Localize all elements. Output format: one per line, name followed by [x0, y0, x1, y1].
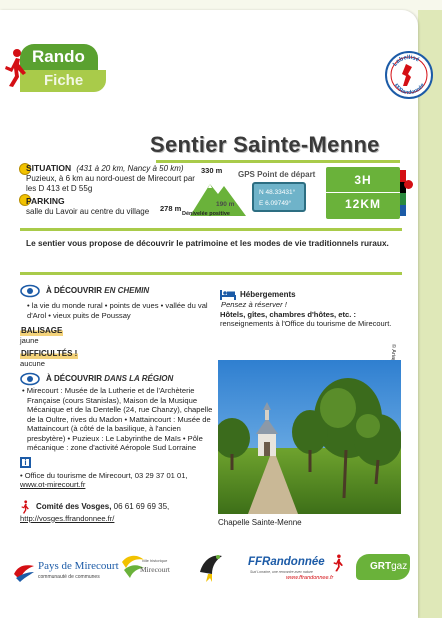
chemin-heading	[20, 284, 216, 298]
hiker-icon	[20, 500, 30, 514]
comite-heading	[20, 500, 216, 514]
hebergement-heading	[220, 289, 408, 300]
elevation-max: 330 m	[201, 166, 223, 175]
chemin-label-em: EN CHEMIN	[104, 286, 150, 296]
partner-logos	[0, 540, 420, 600]
hiker-icon	[332, 554, 344, 572]
bird-logo-icon	[196, 548, 226, 584]
grtgaz-text-b: gaz	[391, 561, 408, 572]
gps-longitude: E 6.09749°	[259, 200, 292, 207]
grtgaz-text: GRT	[370, 561, 392, 572]
parking-block	[26, 196, 176, 217]
elevation-gain: 190 m	[216, 201, 235, 208]
pays-mirecourt-emblem-icon	[12, 560, 36, 582]
ffrandonnee-logo	[248, 552, 344, 588]
brand-word-rando: Rando	[32, 47, 85, 66]
hebergement-text: renseignements à l'Office du tourisme de Mirecourt.	[220, 319, 392, 328]
ffrandonnee-url[interactable]: www.ffrandonnee.fr	[286, 575, 334, 581]
difficultes-text: aucune	[20, 358, 45, 368]
region-heading	[20, 372, 216, 386]
situation-detail: (431 à 20 km, Nancy à 50 km)	[76, 164, 184, 173]
badge-bottom-text: FFRandonnée	[392, 82, 427, 97]
difficulty-marker-icon	[404, 180, 413, 189]
tourisme-link[interactable]: www.ot-mirecourt.fr	[20, 480, 86, 489]
page-edge	[418, 10, 442, 618]
comite-link[interactable]: http://vosges.ffrandonnee.fr/	[20, 513, 115, 523]
situation-label: SITUATION	[26, 163, 72, 173]
left-column	[20, 284, 216, 523]
region-label-em: DANS LA RÉGION	[104, 374, 174, 384]
duration-separator	[326, 192, 400, 193]
hebergement-block	[220, 289, 408, 329]
ffrandonnee-tag: Sud Lorraine, une rencontre avec nature	[250, 570, 313, 574]
duration-time: 3H	[354, 173, 372, 187]
divider-top	[20, 228, 402, 231]
comite-label: Comité des Vosges,	[36, 501, 112, 511]
ffrandonnee-text: FFRandonnée	[248, 556, 325, 568]
photo-caption: Chapelle Sainte-Menne	[218, 518, 302, 527]
gps-title: GPS Point de départ	[238, 170, 316, 179]
chapel-photo	[218, 360, 401, 514]
info-text: • Office du tourisme de Mirecourt, 03 29 37 01 01,	[20, 470, 188, 480]
hebergement-subtitle: Pensez à réserver !	[221, 300, 287, 309]
page-title: Sentier Sainte-Menne	[150, 132, 380, 157]
mirecourt-text: Mirecourt	[140, 565, 170, 574]
eye-icon	[20, 372, 40, 386]
pays-mirecourt-logo	[12, 558, 118, 584]
divider-bottom	[20, 272, 402, 275]
info-icon: i	[20, 457, 31, 468]
intro-text: Le sentier vous propose de découvrir le patrimoine et les modes de vie traditionnels ruraux.	[26, 238, 389, 248]
situation-text: Puzieux, à 6 km au nord-ouest de Mirecourt par les D 413 et D 55g	[26, 174, 195, 193]
comite-phone: 06 61 69 69 35,	[113, 501, 170, 511]
gps-display	[252, 182, 306, 212]
difficultes-label: DIFFICULTÉS !	[21, 349, 78, 358]
gps-latitude: N 48.33431°	[259, 189, 296, 196]
pays-mirecourt-sub: communauté de communes	[38, 574, 100, 580]
difficulty-level-4	[400, 205, 406, 217]
grtgaz-logo	[356, 554, 410, 580]
region-label: À DÉCOUVRIR	[46, 374, 103, 384]
difficulty-scale	[400, 170, 406, 216]
rando-fiche-logo	[0, 44, 102, 94]
brand-word-fiche: Fiche	[44, 72, 84, 89]
bed-icon	[220, 289, 236, 300]
hiker-icon	[2, 48, 28, 88]
hebergement-bold: Hôtels, gîtes, chambres d'hôtes, etc. :	[220, 309, 356, 319]
pays-mirecourt-text: Pays de Mirecourt	[38, 560, 119, 572]
parking-text: salle du Lavoir au centre du village	[26, 207, 150, 216]
elevation-min: 278 m	[160, 204, 182, 213]
duration-box	[326, 167, 400, 219]
situation-block	[26, 163, 196, 194]
mirecourt-tag: ville historique	[142, 558, 168, 563]
duration-distance: 12KM	[344, 197, 381, 211]
region-text: • Mirecourt : Musée de la Lutherie et de l'Archèterie Française (cours Stanislas), Maison de la Musique Mécanique et de la Dentelle (24, rue Chanzy), chapelle de la Oultre, rives du Madon • Mattaincourt : Musée de Mattaincourt (à côté de la basilique, à l'ancien presbytère) • Puzieux : Le Labyrinthe de Maïs • Pôle mécanique : zone d'activité Aéropole Sud Lorraine	[22, 386, 213, 452]
eye-icon	[20, 284, 40, 298]
mirecourt-logo	[120, 552, 184, 584]
chemin-label: À DÉCOUVRIR	[46, 286, 103, 296]
hebergement-title: Hébergements	[240, 289, 296, 299]
elevation-gain-label: Dénivelée positive	[182, 211, 230, 217]
chemin-text: • la vie du monde rural • points de vues • vallée du val d'Arol • vieux puits de Poussay	[27, 301, 208, 320]
parking-label: PARKING	[26, 196, 65, 206]
badge-top-text: Labellisé	[392, 54, 421, 68]
difficulty-level-3	[400, 193, 406, 205]
balisage-label: BALISAGE	[21, 326, 63, 335]
ffrandonnee-label-badge	[384, 50, 434, 100]
balisage-text: jaune	[20, 335, 39, 345]
